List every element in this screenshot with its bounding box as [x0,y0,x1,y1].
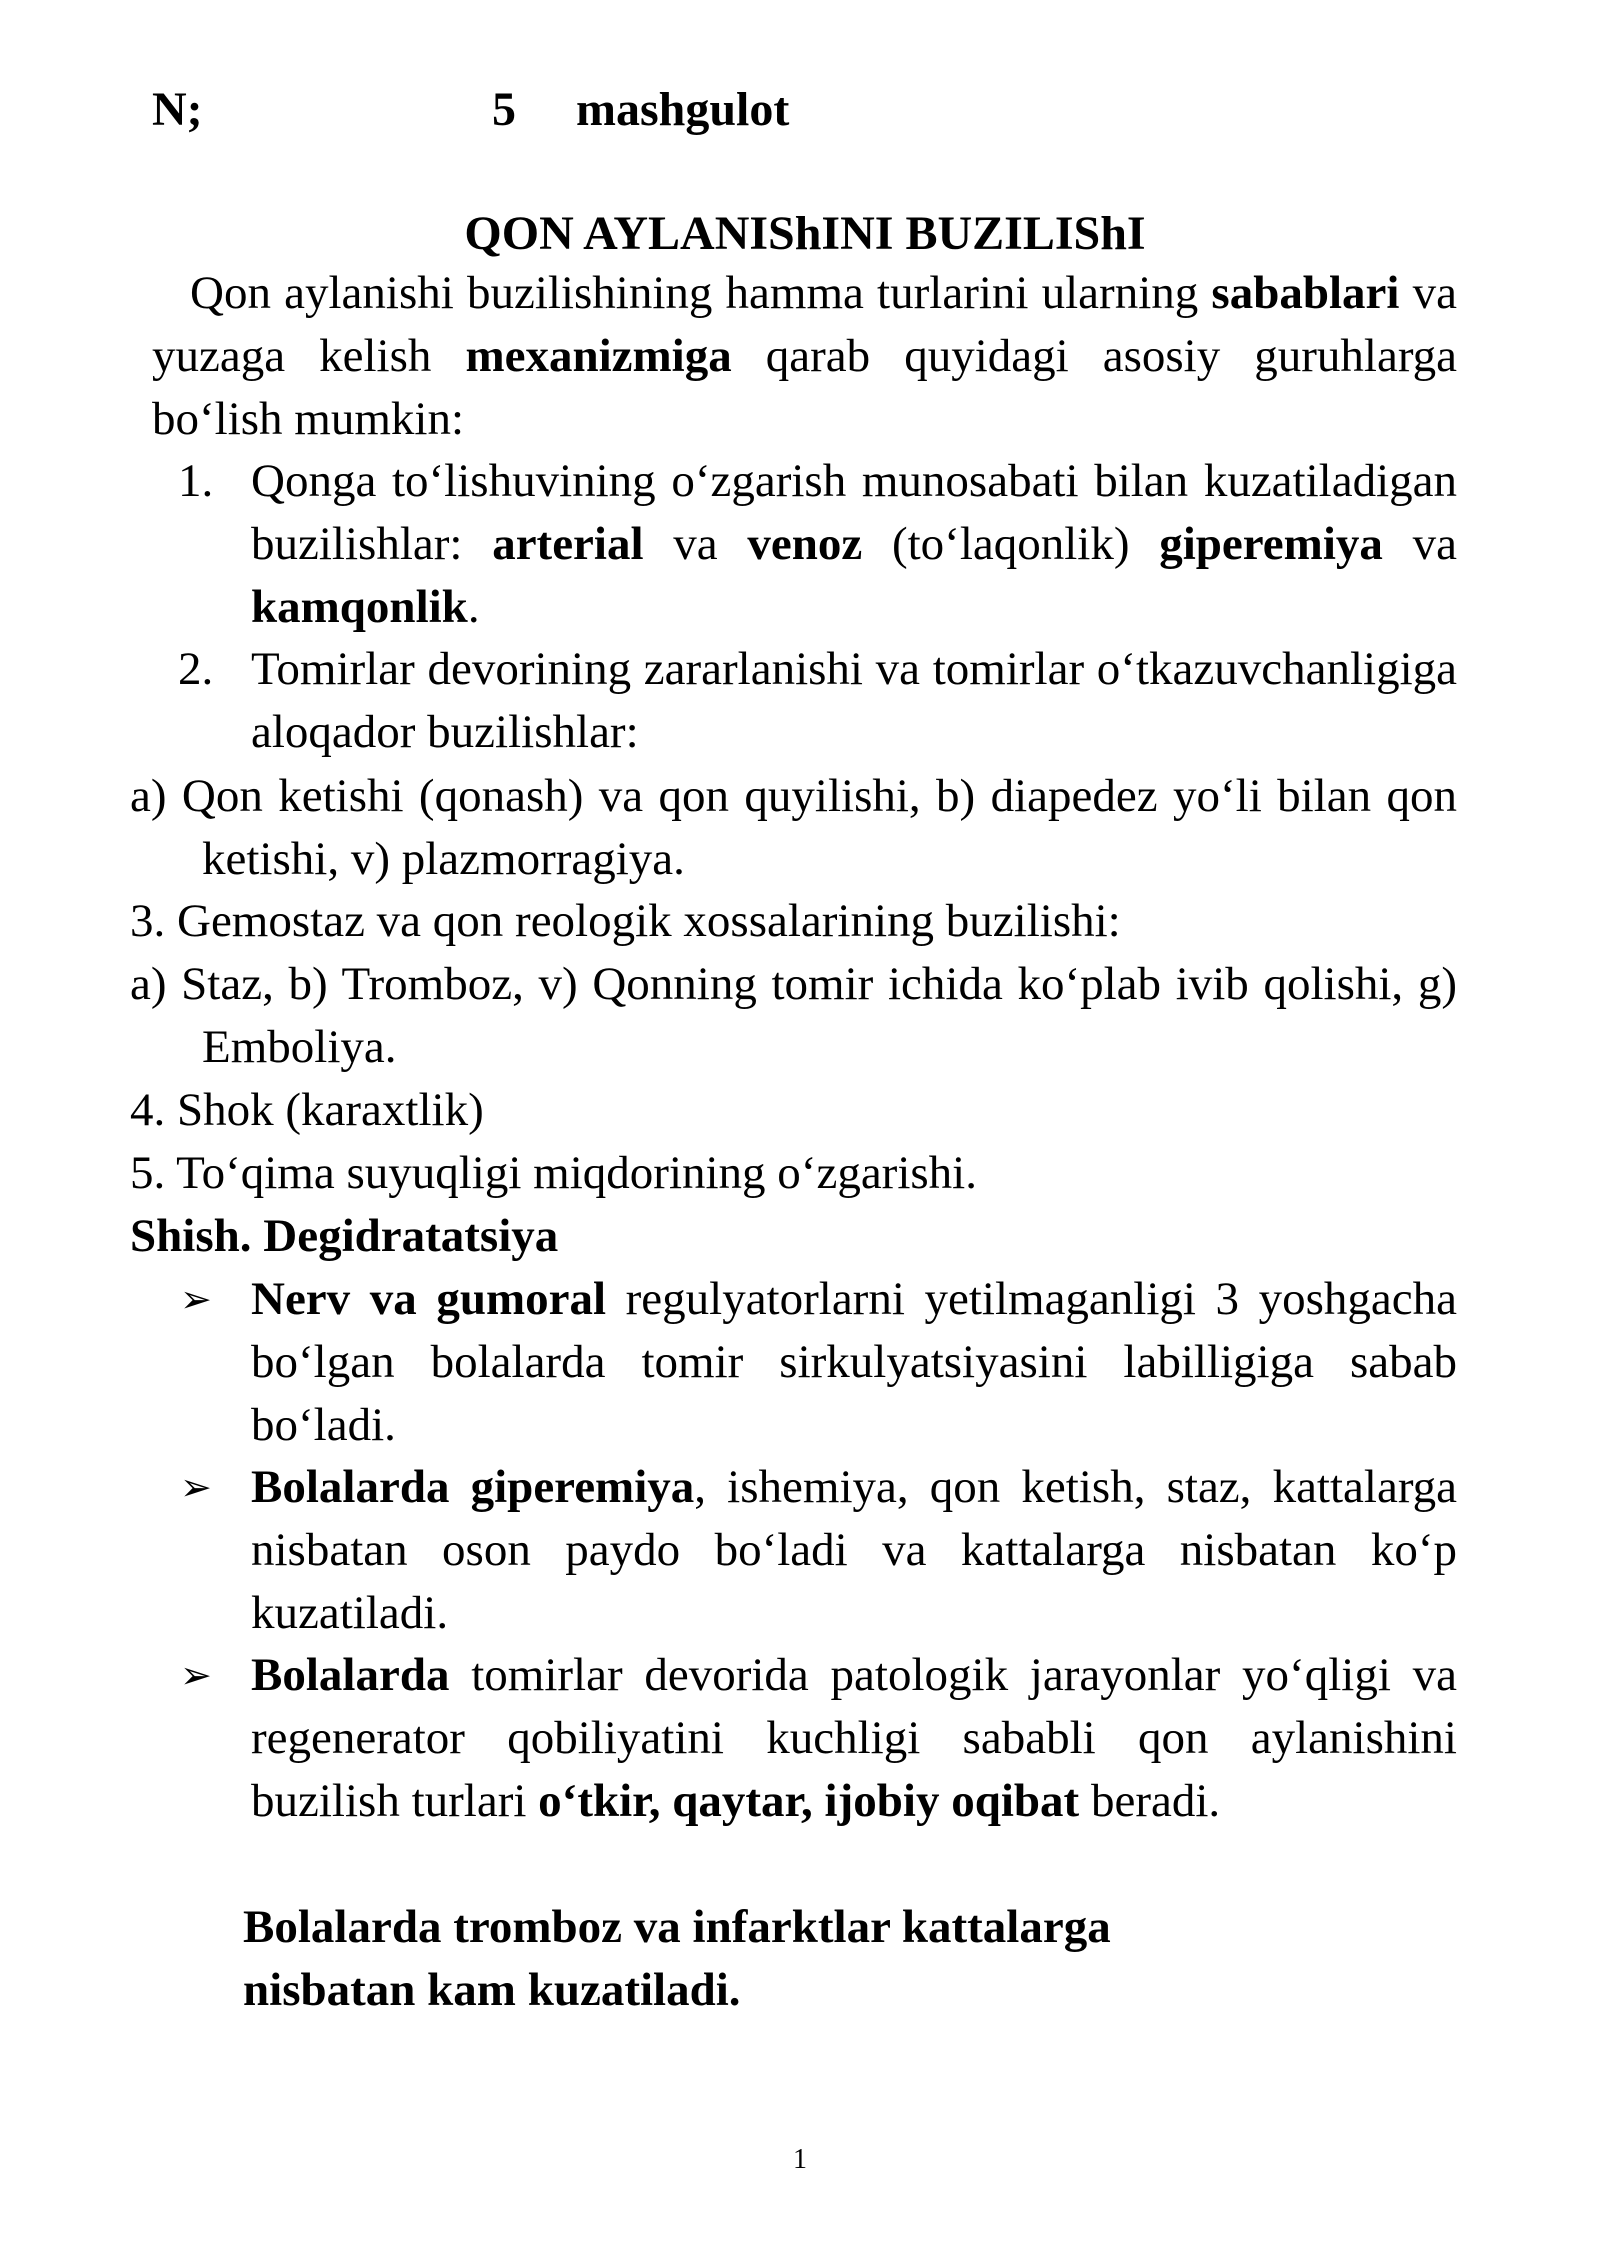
conclusion-paragraph [243,1896,1111,2022]
bullet-item-2 [180,1456,1457,1645]
arrow-bullet-icon: ➢ [180,1277,212,1321]
list-item-5: 5. To‘qima suyuqligi miqdorining o‘zgarishi. [130,1147,977,1199]
list-item-3: 3. Gemostaz va qon reologik xossalarining buzilishi: [130,895,1121,947]
bullet2-bold: Bolalarda giperemiya [251,1461,695,1513]
sublist-b-text: a) Staz, b) Tromboz, v) Qonning tomir ichida ko‘plab ivib qolishi, g) Emboliya. [130,958,1457,1073]
header-prefix: N; [152,83,203,136]
conclusion-line-2: nisbatan kam kuzatiladi. [243,1964,741,2016]
intro-text-2: va yuzaga kelish [152,267,1457,382]
list-item-1-text [251,450,1457,639]
bullet-item-1-text [251,1268,1457,1457]
sublist-a [130,765,1457,891]
list-item-2 [178,638,1457,764]
list-marker-2: 2. [178,643,214,695]
list1-bold-arterial: arterial [492,518,644,570]
list1-text-1: Qonga to‘lishuvining o‘zgarish munosabati bilan kuzatiladigan buzilishlar: [251,455,1457,570]
bullet2-text: , ishemiya, qon ketish, staz, kattalarga nisbatan oson paydo bo‘ladi va kattalarga nisbatan ko‘p kuzatiladi. [251,1461,1457,1639]
conclusion-line-1: Bolalarda tromboz va infarktlar kattalarga [243,1901,1111,1953]
bullet3-text-2: beradi. [1079,1775,1221,1827]
document-title-text: QON AYLANIShINI BUZILIShI [464,207,1146,260]
intro-paragraph [152,262,1457,451]
bullet-item-3-text [251,1644,1457,1833]
intro-text-1: Qon aylanishi buzilishining hamma turlarini ularning [190,267,1212,319]
arrow-bullet-icon: ➢ [180,1653,212,1697]
bullet3-bold: Bolalarda [251,1649,450,1701]
list-item-2-text: Tomirlar devorining zararlanishi va tomirlar o‘tkazuvchanligiga aloqador buzilishlar: [251,643,1457,758]
document-title [0,202,1600,266]
bullet1-bold: Nerv va gumoral [251,1273,607,1325]
list1-text-5: . [467,581,480,633]
bullet3-text: tomirlar devorida patologik jarayonlar yo‘qligi va regenerator qobiliyatini kuchligi sababli qon aylanishini buzilish turlari [251,1649,1457,1827]
bullet-item-2-text [251,1456,1457,1645]
list1-text-4: va [1382,518,1457,570]
bullet-item-1 [180,1268,1457,1457]
lesson-label: mashgulot [576,83,790,136]
list-item-4: 4. Shok (karaxtlik) [130,1084,484,1136]
bullet-item-3 [180,1644,1457,1833]
bullet3-bold-2: o‘tkir, qaytar, ijobiy oqibat [538,1775,1080,1827]
bullet1-text: regulyatorlarni yetilmaganligi 3 yoshgacha bo‘lgan bolalarda tomir sirkulyatsiyasini labilligiga sabab bo‘ladi. [251,1273,1458,1451]
list1-bold-venoz: venoz [747,518,863,570]
list-item-1 [178,450,1457,639]
lesson-header [152,78,790,142]
intro-bold-1: sabablari [1211,267,1400,319]
list1-text-3: (to‘laqonlik) [862,518,1160,570]
page-number: 1 [793,2144,807,2175]
sublist-a-text: a) Qon ketishi (qonash) va qon quyilishi, b) diapedez yo‘li bilan qon ketishi, v) plazmorragiya. [130,770,1457,885]
list-marker-1: 1. [178,455,214,507]
list1-text-2: va [643,518,748,570]
sublist-b [130,953,1457,1079]
section-heading-shish: Shish. Degidratatsiya [130,1210,559,1262]
intro-bold-2: mexanizmiga [465,330,732,382]
list1-bold-giperemiya: giperemiya [1159,518,1383,570]
arrow-bullet-icon: ➢ [180,1465,212,1509]
list1-bold-kamqonlik: kamqonlik [251,581,468,633]
intro-text-3: qarab quyidagi asosiy guruhlarga bo‘lish mumkin: [152,330,1457,445]
lesson-number: 5 [492,83,516,136]
